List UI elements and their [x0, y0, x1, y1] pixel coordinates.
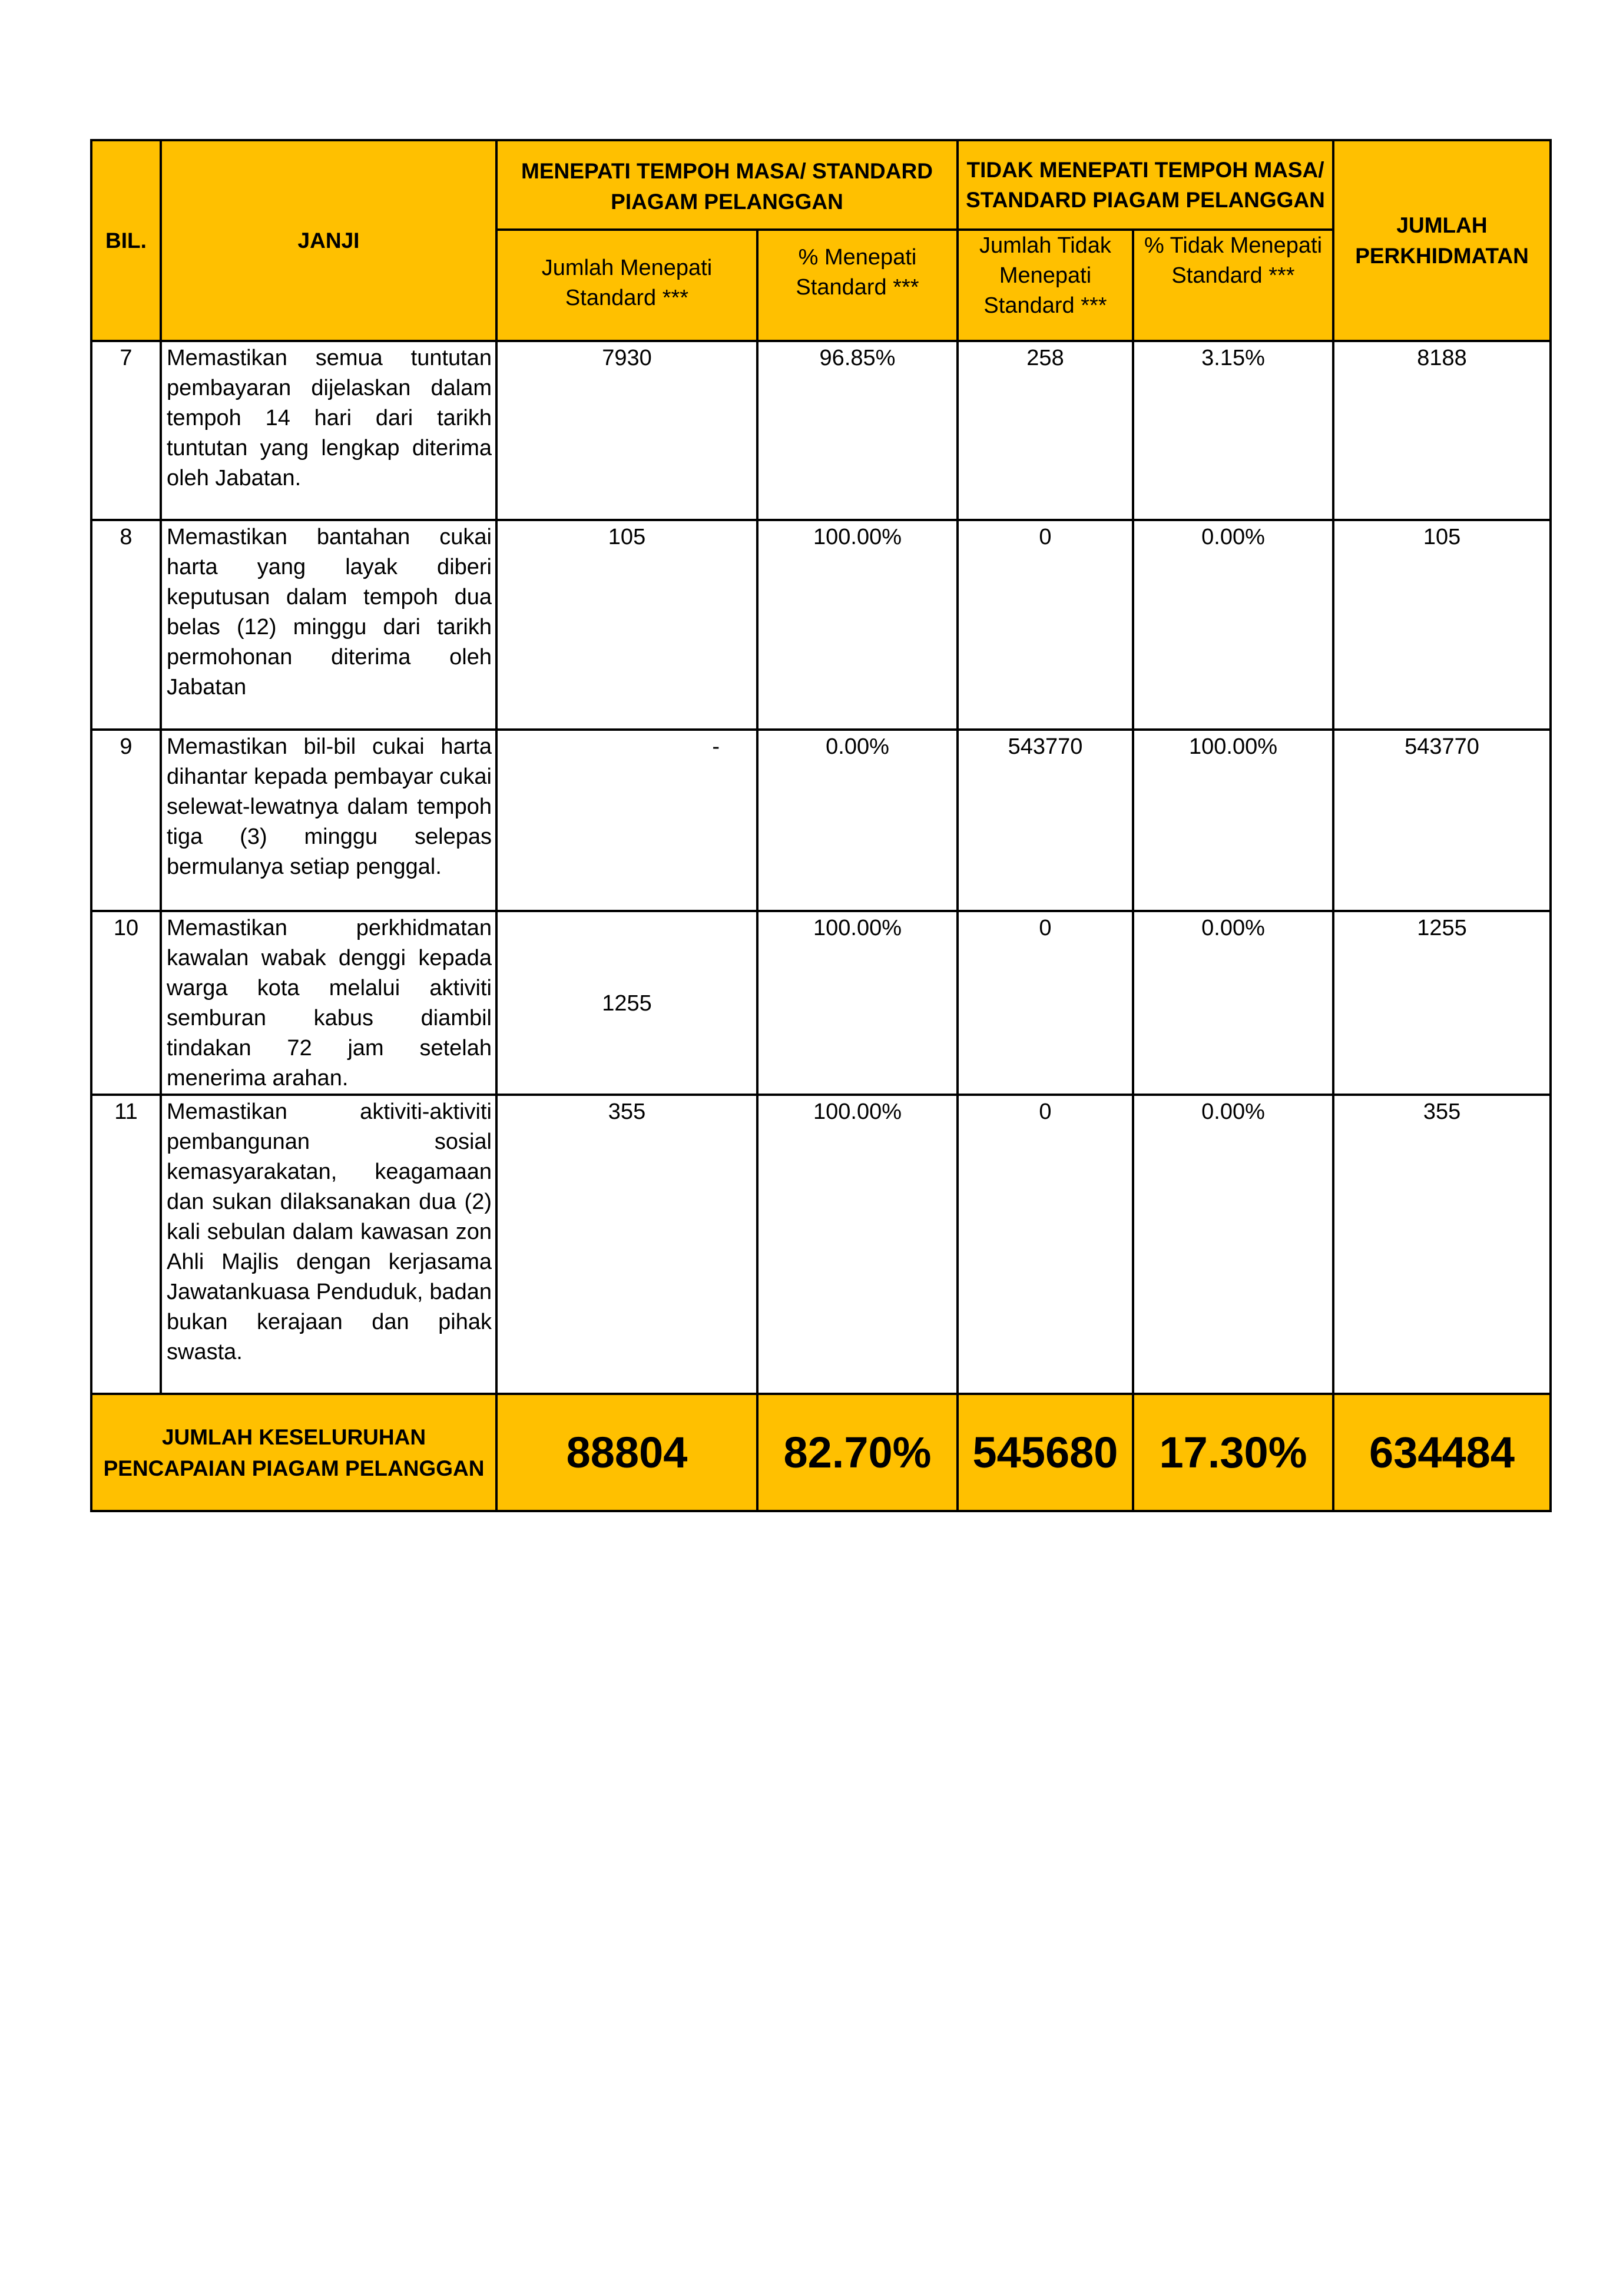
row-janji: Memastikan aktiviti-aktiviti pembangunan sosial kemasyarakatan, keagamaan dan sukan dilaksanakan dua (2) kali sebulan dalam kawasan zon Ahli Majlis dengan kerjasama Jawatankuasa Penduduk, badan bukan kerajaan dan pihak swasta.: [161, 1095, 496, 1394]
table-row: [91, 520, 1551, 730]
row-jumlah: 355: [1333, 1095, 1551, 1394]
row-jumlah: 1255: [1333, 911, 1551, 1095]
total-pct-menepati: 82.70%: [757, 1394, 958, 1511]
total-pct-tidak-menepati: 17.30%: [1133, 1394, 1333, 1511]
row-bil: 9: [91, 730, 161, 911]
row-jumlah-tidak-menepati: 543770: [958, 730, 1133, 911]
row-pct-menepati: 100.00%: [757, 1095, 958, 1394]
piagam-pelanggan-table: [90, 139, 1552, 1512]
row-jumlah: 543770: [1333, 730, 1551, 911]
row-jumlah-menepati: 1255: [496, 911, 757, 1095]
header-menepati-group: MENEPATI TEMPOH MASA/ STANDARD PIAGAM PELANGGAN: [496, 140, 958, 230]
total-row: [91, 1394, 1551, 1511]
header-bil: BIL.: [91, 140, 161, 341]
header-pct-tidak-menepati: % Tidak Menepati Standard ***: [1133, 230, 1333, 341]
row-pct-tidak-menepati: 100.00%: [1133, 730, 1333, 911]
header-jumlah-perkhidmatan: JUMLAH PERKHIDMATAN: [1333, 140, 1551, 341]
table-row: [91, 341, 1551, 520]
row-bil: 7: [91, 341, 161, 520]
table-row: [91, 1095, 1551, 1394]
header-pct-menepati: % Menepati Standard ***: [757, 230, 958, 341]
total-jumlah-tidak-menepati: 545680: [958, 1394, 1133, 1511]
row-pct-menepati: 96.85%: [757, 341, 958, 520]
row-jumlah-menepati: 7930: [496, 341, 757, 520]
total-jumlah: 634484: [1333, 1394, 1551, 1511]
row-jumlah-tidak-menepati: 0: [958, 520, 1133, 730]
row-bil: 11: [91, 1095, 161, 1394]
row-jumlah-menepati: -: [496, 730, 757, 911]
row-jumlah-menepati: 105: [496, 520, 757, 730]
row-pct-tidak-menepati: 3.15%: [1133, 341, 1333, 520]
row-jumlah-tidak-menepati: 258: [958, 341, 1133, 520]
row-janji: Memastikan bil-bil cukai harta dihantar kepada pembayar cukai selewat-lewatnya dalam tempoh tiga (3) minggu selepas bermulanya setiap penggal.: [161, 730, 496, 911]
header-tidak-menepati-group: TIDAK MENEPATI TEMPOH MASA/ STANDARD PIAGAM PELANGGAN: [958, 140, 1333, 230]
row-jumlah-tidak-menepati: 0: [958, 911, 1133, 1095]
header-jumlah-tidak-menepati: Jumlah Tidak Menepati Standard ***: [958, 230, 1133, 341]
table-row: [91, 730, 1551, 911]
total-jumlah-menepati: 88804: [496, 1394, 757, 1511]
row-janji: Memastikan bantahan cukai harta yang layak diberi keputusan dalam tempoh dua belas (12) minggu dari tarikh permohonan diterima oleh Jabatan: [161, 520, 496, 730]
row-jumlah: 105: [1333, 520, 1551, 730]
row-jumlah-menepati: 355: [496, 1095, 757, 1394]
row-pct-menepati: 100.00%: [757, 520, 958, 730]
header-jumlah-menepati: Jumlah Menepati Standard ***: [496, 230, 757, 341]
row-pct-tidak-menepati: 0.00%: [1133, 520, 1333, 730]
row-jumlah: 8188: [1333, 341, 1551, 520]
row-pct-tidak-menepati: 0.00%: [1133, 911, 1333, 1095]
row-pct-menepati: 0.00%: [757, 730, 958, 911]
row-pct-tidak-menepati: 0.00%: [1133, 1095, 1333, 1394]
row-jumlah-tidak-menepati: 0: [958, 1095, 1133, 1394]
row-bil: 10: [91, 911, 161, 1095]
row-janji: Memastikan semua tuntutan pembayaran dijelaskan dalam tempoh 14 hari dari tarikh tuntutan yang lengkap diterima oleh Jabatan.: [161, 341, 496, 520]
row-pct-menepati: 100.00%: [757, 911, 958, 1095]
total-label: JUMLAH KESELURUHAN PENCAPAIAN PIAGAM PELANGGAN: [91, 1394, 496, 1511]
header-janji: JANJI: [161, 140, 496, 341]
row-bil: 8: [91, 520, 161, 730]
table-row: [91, 911, 1551, 1095]
row-janji: Memastikan perkhidmatan kawalan wabak denggi kepada warga kota melalui aktiviti semburan kabus diambil tindakan 72 jam setelah menerima arahan.: [161, 911, 496, 1095]
